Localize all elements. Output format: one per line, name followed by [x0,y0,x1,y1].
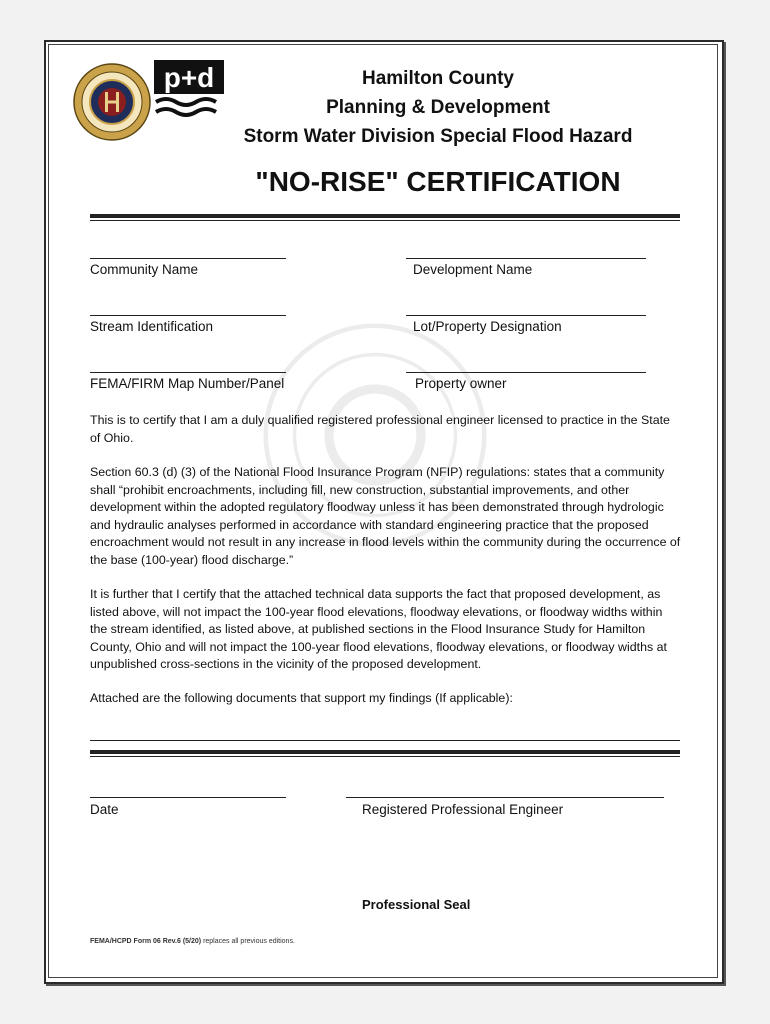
community-name-label: Community Name [90,262,199,277]
header-division: Storm Water Division Special Flood Hazard [243,126,633,147]
lot-property-field[interactable] [406,315,646,316]
pd-logo-icon [154,60,224,120]
professional-seal-label: Professional Seal [362,897,471,912]
date-label: Date [90,802,119,817]
attached-documents-paragraph: Attached are the following documents that support my findings (If applicable): [90,691,513,705]
header-county: Hamilton County [362,68,514,89]
signature-divider-thin [90,756,680,757]
form-footer [90,938,295,945]
page-title: "NO-RISE" CERTIFICATION [255,166,621,197]
community-name-field[interactable] [90,258,286,259]
technical-data-paragraph: It is further that I certify that the attached technical data supports the fact that proposed development, as listed above, will not impact the 100-year flood elevations, floodway elevations, or floodway widths within the stream identified, as listed above, at published sections in the Flood Insurance Study for Hamilton County, Ohio and will not impact the 100-year flood elevations, floodway elevations, or floodway widths at unpublished cross-sections in the vicinity of the proposed development. [90,587,667,672]
stream-identification-label: Stream Identification [90,319,214,334]
fema-firm-label: FEMA/FIRM Map Number/Panel [90,376,285,391]
engineer-signature-field[interactable] [346,797,664,798]
title-divider-thin [90,220,680,221]
property-owner-label: Property owner [415,376,507,391]
form-footer-note: replaces all previous editions. [201,938,295,945]
county-seal-icon [72,62,152,142]
fema-firm-field[interactable] [90,372,286,373]
attached-documents-field[interactable] [90,740,680,741]
development-name-field[interactable] [406,258,646,259]
document-header [226,64,650,151]
engineer-label: Registered Professional Engineer [362,802,564,817]
header-department: Planning & Development [326,97,550,118]
form-id: FEMA/HCPD Form 06 Rev.6 (5/20) [90,938,202,945]
signature-divider [90,750,680,754]
date-field[interactable] [90,797,286,798]
svg-text:p+d: p+d [163,62,215,93]
title-divider [90,214,680,218]
property-owner-field[interactable] [406,372,646,373]
stream-identification-field[interactable] [90,315,286,316]
lot-property-label: Lot/Property Designation [413,319,562,334]
development-name-label: Development Name [413,262,533,277]
certification-paragraph: This is to certify that I am a duly qualified registered professional engineer licensed to practice in the State of Ohio. [90,413,670,445]
nfip-regulation-paragraph: Section 60.3 (d) (3) of the National Flood Insurance Program (NFIP) regulations: states that a community shall “prohibit encroachments, including fill, new construction, substantial improvements, and other development within the adopted regulatory floodway unless it has been demonstrated through hydrologic and hydraulic analyses performed in accordance with standard engineering practice that the proposed encroachment would not result in any increase in flood levels within the community during the occurrence of the base (100-year) flood discharge.” [90,465,681,567]
